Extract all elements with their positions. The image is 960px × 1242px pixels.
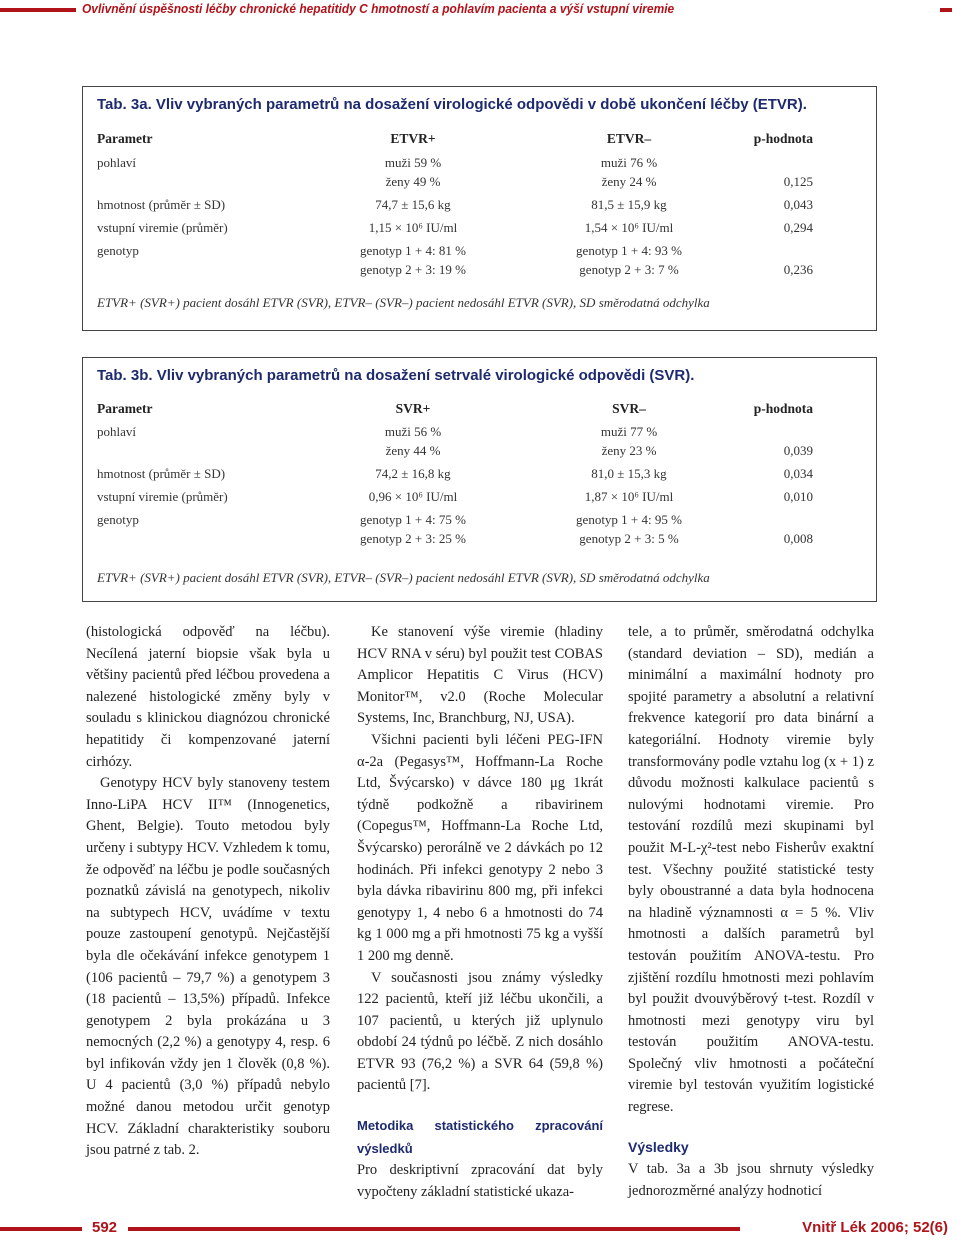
row-param: hmotnost (průměr ± SD) (97, 466, 226, 481)
col-header-plus: SVR+ (395, 401, 431, 416)
row-value: genotyp 2 + 3: 25 % (360, 531, 466, 546)
row-pvalue: 0,039 (783, 443, 813, 458)
row-value: genotyp 1 + 4: 75 % (360, 512, 466, 527)
row-value: ženy 23 % (601, 443, 657, 458)
row-value: 1,87 × 10⁶ IU/ml (584, 489, 674, 504)
row-pvalue: 0,236 (783, 262, 813, 277)
col-header-p: p-hodnota (753, 401, 813, 416)
row-param: hmotnost (průměr ± SD) (97, 197, 226, 212)
col-header-p: p-hodnota (753, 131, 813, 146)
paragraph: Pro deskriptivní zpracování dat byly vypočteny základní statistické ukaza- (357, 1162, 603, 1200)
paragraph: V současnosti jsou známy výsledky 122 pacientů, kteří již léčbu ukončili, a 107 pacientů, u kterých již uplynulo období 24 týdnů po léčbě. Z nich dosáhlo ETVR 93 (76,2 %) a SVR 64 (59,8 %) pacientů [7]. (357, 969, 603, 1094)
text-column-2 (357, 622, 603, 1203)
row-pvalue: 0,043 (783, 197, 813, 212)
table-caption: Tab. 3a. Vliv vybraných parametrů na dosažení virologické odpovědi v době ukončení léčby (ETVR). (97, 96, 807, 113)
row-value: 1,54 × 10⁶ IU/ml (584, 220, 674, 235)
table-3a (82, 86, 877, 331)
row-value: muži 59 % (384, 155, 442, 170)
page-footer (0, 1216, 960, 1242)
paragraph: (histologická odpověď na léčbu). Necílená jaterní biopsie však byla u většiny pacientů před léčbou provedena a nalezené histologické změny byly v souladu s klinickou diagnózou chronické hepatitidy či kompenzované jaterní cirhózy. (86, 624, 330, 770)
row-value: 74,7 ± 15,6 kg (375, 197, 451, 212)
col-header-param: Parametr (97, 131, 153, 146)
row-param: vstupní viremie (průměr) (97, 220, 228, 235)
row-pvalue: 0,294 (783, 220, 813, 235)
header-title: Ovlivnění úspěšnosti léčby chronické hepatitidy C hmotností a pohlavím pacienta a výší vstupní viremie (82, 1, 675, 16)
row-pvalue: 0,008 (783, 531, 813, 546)
header-rule-left (0, 8, 76, 12)
row-pvalue: 0,034 (783, 466, 813, 481)
row-value: 74,2 ± 16,8 kg (375, 466, 451, 481)
col-header-param: Parametr (97, 401, 153, 416)
row-value: genotyp 1 + 4: 95 % (576, 512, 682, 527)
paragraph: Ke stanovení výše viremie (hladiny HCV RNA v séru) byl použit test COBAS Amplicor Hepatitis C Virus (HCV) Monitor™, v2.0 (Roche Molecular Systems, Inc, Branchburg, NJ, USA). (357, 624, 603, 727)
row-value: 0,96 × 10⁶ IU/ml (368, 489, 458, 504)
paragraph: Všichni pacienti byli léčeni PEG-IFN α-2a (Pegasys™, Hoffmann-La Roche Ltd, Švýcarsko) v dávce 180 μg 1krát týdně podkožně a ribavirinem (Copegus™, Hoffmann-La Roche Ltd, Švýcarsko) perorálně ve 2 dávkách po 12 hodinách. Při infekci genotypy 2 nebo 3 byla dávka ribavirinu 800 mg, při infekci genotypy 1, 4 nebo 6 a hmotnosti do 74 kg 1 000 mg a při hmotnosti 75 kg a vyšší 1 200 mg denně. (357, 731, 603, 964)
row-value: ženy 24 % (601, 174, 657, 189)
row-value: genotyp 1 + 4: 93 % (576, 243, 682, 258)
section-heading: Metodika statistického zpracování výsledků (357, 1118, 603, 1156)
paragraph: Genotypy HCV byly stanoveny testem Inno-LiPA HCV II™ (Innogenetics, Ghent, Belgie). Touto metodou byly určeny i subtypy HCV. Vzhledem k tomu, že odpověď na léčbu je podle současných poznatků závislá na genotypech, nikoliv na subtypech HCV, uvádíme v textu pouze zastoupení genotypů. Nejčastější byla dle očekávání infekce genotypem 1 (106 pacientů – 79,7 %) a genotypem 3 (18 pacientů – 13,5%) případů. Infekce genotypem 2 byla prokázána u 3 nemocných (2,2 %) a genotypy 4, resp. 6 byl infikován vždy jen 1 člověk (0,8 %). U 4 pacientů (3,0 %) případů nebylo možné danou metodou určit genotyp HCV. Základní charakteristiky souboru jsou patrné z tab. 2. (86, 775, 330, 1159)
row-value: 81,5 ± 15,9 kg (591, 197, 667, 212)
row-value: genotyp 2 + 3: 7 % (579, 262, 679, 277)
row-value: 81,0 ± 15,3 kg (591, 466, 667, 481)
row-value: muži 77 % (600, 424, 658, 439)
col-header-minus: SVR– (612, 401, 646, 416)
row-value: genotyp 2 + 3: 19 % (360, 262, 466, 277)
paragraph: V tab. 3a a 3b jsou shrnuty výsledky jednorozměrné analýzy hodnoticí (628, 1161, 874, 1199)
table-footnote: ETVR+ (SVR+) pacient dosáhl ETVR (SVR), ETVR– (SVR–) pacient nedosáhl ETVR (SVR), SD směrodatná odchylka (97, 295, 710, 310)
footer-rule-middle (128, 1227, 740, 1231)
row-value: ženy 44 % (385, 443, 441, 458)
journal-reference: Vnitř Lék 2006; 52(6) (802, 1219, 948, 1236)
text-column-3 (628, 622, 874, 1202)
paragraph: tele, a to průměr, směrodatná odchylka (standard deviation – SD), medián a minimální a maximální hodnoty pro spojité parametry a absolutní a relativní frekvence kategorií pro data binární a kategoriální. Hodnoty viremie byly transformovány podle vztahu log (x + 1) z důvodu možnosti kalkulace pacientů s nulovými hodnotami viremie. Pro testování rozdílů mezi skupinami byl použit M-L-χ²-test nebo Fisherův exaktní test. Všechny použité statistické testy byly oboustranné a data byla hodnocena na hladině významnosti α = 5 %. Vliv hmotnosti a dalších parametrů byl testován použitím ANOVA-testu. Pro zjištění rozdílu hmotnosti mezi pohlavím byl použit dvouvýběrový t-test. Rozdíl v hmotnosti mezi genotypy viru byl testován použitím ANOVA-testu. Společný vliv hmotnosti a počáteční viremie byl testován využitím logistické regrese. (628, 624, 874, 1116)
row-param: vstupní viremie (průměr) (97, 489, 228, 504)
header-rule-right (940, 8, 952, 12)
section-heading: Výsledky (628, 1138, 689, 1155)
row-param: genotyp (97, 243, 139, 258)
page-number: 592 (92, 1219, 118, 1236)
col-header-minus: ETVR– (606, 131, 652, 146)
table-footnote: ETVR+ (SVR+) pacient dosáhl ETVR (SVR), ETVR– (SVR–) pacient nedosáhl ETVR (SVR), SD směrodatná odchylka (97, 570, 710, 585)
table-caption: Tab. 3b. Vliv vybraných parametrů na dosažení setrvalé virologické odpovědi (SVR). (97, 367, 695, 384)
row-param: pohlaví (97, 155, 136, 170)
row-value: genotyp 1 + 4: 81 % (360, 243, 466, 258)
row-value: muži 76 % (600, 155, 658, 170)
row-param: pohlaví (97, 424, 136, 439)
row-value: 1,15 × 10⁶ IU/ml (368, 220, 458, 235)
col-header-plus: ETVR+ (390, 131, 436, 146)
running-header (0, 0, 960, 20)
row-pvalue: 0,010 (783, 489, 813, 504)
row-value: ženy 49 % (385, 174, 441, 189)
row-pvalue: 0,125 (783, 174, 813, 189)
footer-rule-left (0, 1227, 82, 1231)
row-value: genotyp 2 + 3: 5 % (579, 531, 679, 546)
text-column-1 (86, 622, 330, 1162)
row-param: genotyp (97, 512, 139, 527)
table-3b (82, 357, 877, 602)
row-value: muži 56 % (384, 424, 442, 439)
